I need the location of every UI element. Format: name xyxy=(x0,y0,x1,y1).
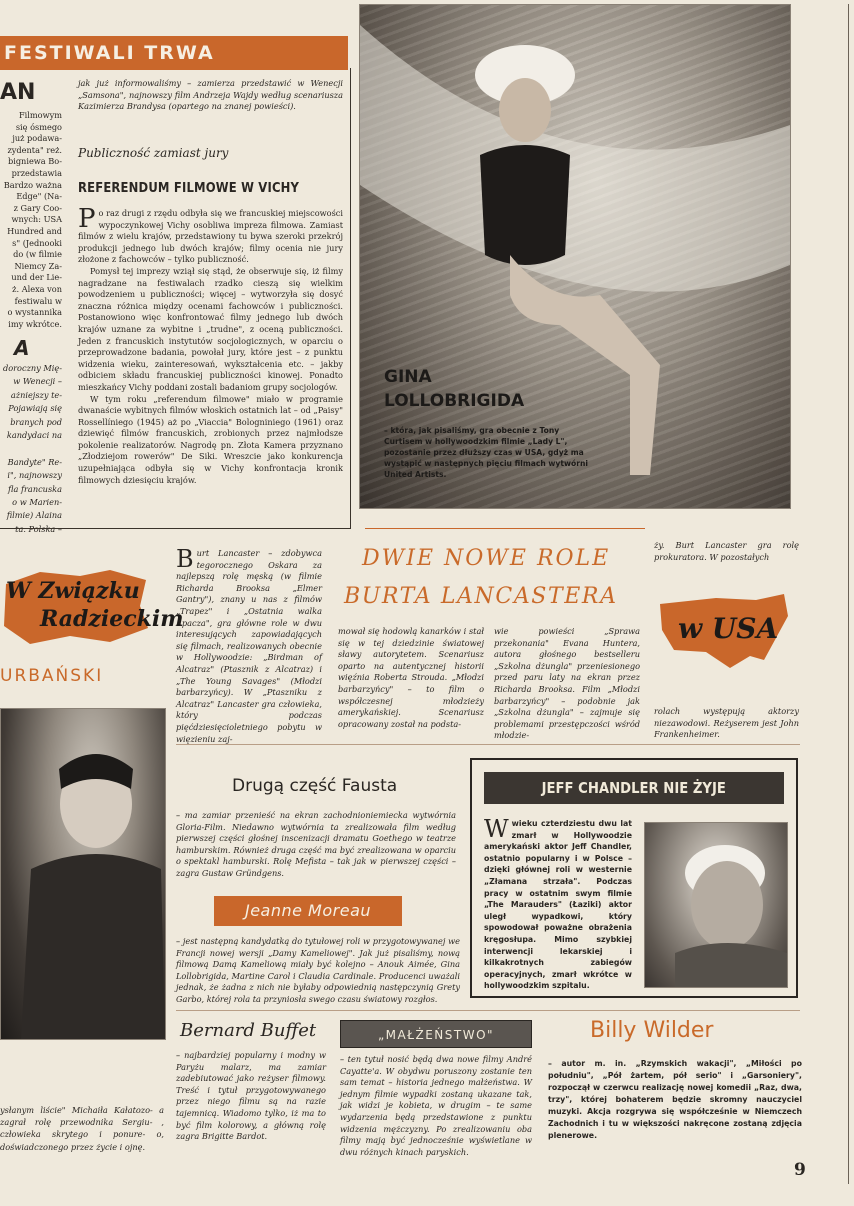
vertical-rule-referendum xyxy=(350,68,351,528)
burt-title-line1: DWIE NOWE ROLE xyxy=(362,546,611,571)
left-column-top-line: Hundred and xyxy=(7,225,62,236)
left-column-mid xyxy=(0,362,62,536)
left-column-mid-line: o w Marien- xyxy=(12,497,62,508)
referendum-body xyxy=(78,204,343,486)
buffet-text: – najbardziej popularny i modny w Paryżu malarz, ma zamiar zadebiutować jako reżyser filmowy. Treść i tytuł przygotowywanego przez niego filmu są na razie tajemnicą. Wiadomo tylko, iż ma to być film kolorowy, a główną rolę zagra Brigitte Bardot. xyxy=(176,1050,326,1142)
chandler-figure-shape xyxy=(645,823,787,987)
chandler-photo xyxy=(644,822,788,988)
left-subhead-a: A xyxy=(14,336,30,360)
left-column-mid-line: i", najnowszy xyxy=(7,470,62,481)
left-column-top-line: się ósmego xyxy=(15,121,62,132)
chandler-dropcap: W xyxy=(484,815,509,843)
left-column-top-line: przedstawia xyxy=(11,167,62,178)
left-column-top-line: Edge" (Na- xyxy=(16,191,62,202)
left-column-top-line: festiwalu w xyxy=(14,295,62,306)
moreau-banner xyxy=(214,896,402,926)
gina-name-line2: LOLLOBRIGIDA xyxy=(384,391,525,411)
left-column-mid-line xyxy=(0,442,62,455)
burt-title-line2: BURTA LANCASTERA xyxy=(344,584,618,609)
left-column-top xyxy=(0,110,62,330)
vertical-rule-right-edge xyxy=(848,4,849,1184)
urbanski-figure-shape xyxy=(1,709,165,1039)
faust-title: Drugą część Fausta xyxy=(232,776,398,796)
left-column-top-line: zydenta" reż. xyxy=(7,144,62,155)
chandler-title: JEFF CHANDLER NIE ŻYJE xyxy=(541,779,727,797)
zwiazek-logo-line1: W Związku xyxy=(6,578,140,604)
wilder-title: Billy Wilder xyxy=(590,1018,714,1043)
left-column-top-line: o wystannika xyxy=(7,307,62,318)
burt-col-1: B urt Lancaster – zdobywca tegorocznego Oskara za najlepszą rolę męską (w filmie Richarda Brooksa „Elmer Gantry"), znany u nas z filmów „Trapez" i „Ostatnia walka Apacza", gra główne role w dwu interesujących zapowiadających się filmach, realizowanych obecnie w Hollywoodzie: „Birdman of Alcatraz" (Ptasznik z Alcatraz) i „The Young Savages" (Młodzi barbarzyńcy). W „Ptaszniku z Alcatraz" Lancaster gra człowieka, który podczas pięćdziesięcioletniego pobytu w więzieniu zaj- xyxy=(176,545,322,744)
faust-text: – ma zamiar przenieść na ekran zachodnioniemiecka wytwórnia Gloria-Film. Niedawno wytwórnia ta zrealizowała film według pierwszej części głośnej inscenizacji dramatu Goethego w teatrze hamburskim. Również druga część ma być zrealizowana w oparciu o spektakl hamburski. Rolę Mefista – tak jak w pierwszej części – zagra Gustaw Gründgens. xyxy=(176,810,456,878)
left-column-mid-line: kandydaci na xyxy=(6,430,62,441)
left-column-mid-line: w Wenecji – xyxy=(13,376,62,387)
left-column-mid-line: Pojawiają się xyxy=(8,403,62,414)
bottom-row-rule xyxy=(176,1010,800,1011)
urbanski-photo xyxy=(0,708,166,1040)
left-column-mid-line: Bandyte" Re- xyxy=(7,456,62,467)
left-column-top-line: und der Lie- xyxy=(11,272,62,283)
festival-banner xyxy=(0,36,348,70)
page-number: 9 xyxy=(794,1160,806,1180)
left-column-mid-line: ażniejszy te- xyxy=(10,389,62,400)
referendum-para-1: P o raz drugi z rzędu odbyła się we francuskiej miejscowości wypoczynkowej Vichy osobliwa impreza filmowa. Zamiast filmów z wielu krajów, przedstawiony tu bywa szeroki przekrój produkcji jednego lub dwóch krajów; filmy ocenia nie jury złożone z fachowców – tylko publiczność. xyxy=(78,204,343,265)
wajda-intro: jak już informowaliśmy – zamierza przedstawić w Wenecji „Samsona", najnowszy film Andrzeja Wajdy według scenariusza Kazimierza Brandysa (opartego na znanej powieści). xyxy=(78,78,343,112)
gina-lollobrigida-photo xyxy=(359,4,791,509)
left-column-mid-line: filmie) Alaina xyxy=(6,510,62,521)
horizontal-rule-top xyxy=(0,528,351,529)
wilder-text: – autor m. in. „Rzymskich wakacji", „Miłości po południu", „Pół żartem, pół serio" i „Garsoniery", rozpoczął w czerwcu realizację nowej komedii „Raz, dwa, trzy", której bohaterem będzie skromny nauczyciel muzyki. Akcja rozgrywa się współcześnie w Niemczech Zachodnich i tu w większości nakręcone zostaną zdjęcia plenerowe. xyxy=(548,1059,802,1140)
left-column-top-line: imy wkrótce. xyxy=(8,318,62,329)
malzenstwo-title: „MAŁŻEŃSTWO" xyxy=(377,1028,495,1042)
burt-bottom-rule xyxy=(176,744,800,745)
referendum-dropcap: P xyxy=(78,204,96,234)
urbanski-name: URBAŃSKI xyxy=(0,666,104,686)
malzenstwo-banner xyxy=(340,1020,532,1048)
burt-col-3: wie powieści „Sprawa przekonania" Evana Huntera, autora głośnego bestselleru „Szkolna dżungla" przeniesionego przed paru laty na ekran przez Richarda Brooksa. Film „Młodzi barbarzyńcy" – podobnie jak „Szkolna dżungla" – zajmuje się problemami przestępczości wśród młodzie- xyxy=(494,626,640,741)
left-column-top-line: s" (Jednooki xyxy=(12,237,62,248)
referendum-subhead: Publiczność zamiast jury xyxy=(78,146,229,160)
buffet-title: Bernard Buffet xyxy=(180,1020,317,1041)
left-column-top-line: bigniewa Bo- xyxy=(7,156,62,167)
burt-dropcap: B xyxy=(176,545,194,573)
festival-banner-text: FESTIWALI TRWA xyxy=(4,42,215,64)
referendum-para-3: W tym roku „referendum filmowe" miało w programie dwanaście wybitnych filmów włoskich ostatnich lat – od „Paisy" Rossellíniego (1945) aż po „Viaccia" Bologniniego (1961) oraz dziewięć filmów francuskich, zrobionych przez najmłodsze pokolenie realizatorów. Nagrodę pn. Złota Kamera przyznano „Złodziejom rowerów" De Siki. Wreszcie jako konkurencja uzupełniająca odbyła się w Vichy konfrontacja kronik filmowych dziesięciu krajów. xyxy=(78,393,343,485)
left-subhead-an: AN xyxy=(0,80,36,105)
zwiazek-logo-line2: Radzieckim xyxy=(40,606,184,632)
left-column-top-line: wnych: USA xyxy=(11,214,62,225)
burt-col-4-top: ży. Burt Lancaster gra rolę prokuratora. W pozostałych xyxy=(654,540,799,562)
gina-caption: – która, jak pisaliśmy, gra obecnie z Tony Curtisem w hollywoodzkim filmie „Lady L", pozostanie przez dłuższy czas w USA, gdyż ma wystąpić w następnych pięciu filmach wytwórni United Artists. xyxy=(384,426,589,479)
left-column-mid-line: doroczny Mię- xyxy=(2,363,62,373)
burt-col-4-bottom: rolach występują aktorzy niezawodowi. Reżyserem jest John Frankenheimer. xyxy=(654,706,799,740)
left-column-top-line: do (w filmie xyxy=(13,249,62,260)
gina-name-line1: GINA xyxy=(384,367,432,387)
left-column-top-line: już podawa- xyxy=(12,133,62,144)
malzenstwo-text: – ten tytuł nosić będą dwa nowe filmy André Cayatte'a. W obydwu poruszony zostanie ten sam temat – historia jednego małżeństwa. W jednym filmie wypadki zostaną ukazane tak, jak widzi je kobieta, w drugim – te same wydarzenia będą przedstawione z punktu widzenia mężczyzny. Po zrealizowaniu oba filmy mają być jednocześnie wyświetlane w dwu różnych kinach paryskich. xyxy=(340,1054,532,1157)
usa-logo-text: w USA xyxy=(678,612,779,645)
moreau-title: Jeanne Moreau xyxy=(244,901,372,920)
referendum-headline: REFERENDUM FILMOWE W VICHY xyxy=(78,180,300,196)
left-column-mid-line: branych pod xyxy=(10,416,62,427)
left-column-top-line: Bardzo ważna xyxy=(3,179,62,190)
moreau-text: – jest następną kandydatką do tytułowej roli w przygotowywanej we Francji nowej wersji „Damy Kameliowej". Jak już pisaliśmy, nową filmową Damą Kameliową miały być kolejno – Anouk Aimée, Gina Lollobrigida, Martine Carol i Claudia Cardinale. Producenci uważali jednak, że żadna z nich nie byłaby odpowiednią następczynią Grety Garbo, której rola ta przyniosła swego czasu światowy rozgłos. xyxy=(176,936,460,1004)
usa-logo xyxy=(656,590,792,674)
left-column-mid-line xyxy=(0,523,62,536)
left-column-top-line: z Gary Coo- xyxy=(13,202,62,213)
left-column-top-line: Filmowym xyxy=(18,110,62,120)
chandler-text: W wieku czterdziestu dwu lat zmarł w Hollywoodzie amerykański aktor Jeff Chandler, ostatnio popularny i w Polsce – dzięki głównej roli w westernie „Złamana strzała". Podczas pracy w ostatnim swym filmie „The Marauders" (Łaziki) aktor uległ wypadkowi, który spowodował poważne obrażenia kręgosłupa. Mimo szybkiej interwencji lekarskiej i kilkakrotnych zabiegów operacyjnych, zmarł wkrótce w hollywoodzkim szpitalu. xyxy=(484,815,632,991)
urbanski-bottom-text: ysłanym liście" Michaiła Kałatozo- a zagrał rolę przewodnika Sergiu- , człowieka skrytego i ponure- o, doświadczonego przez życie i ojnę. xyxy=(0,1105,164,1152)
burt-top-rule xyxy=(365,528,645,529)
left-column-top-line: ż. Alexa von xyxy=(12,283,62,294)
left-column-mid-line: fla francuska xyxy=(8,483,62,494)
referendum-para-2: Pomysł tej imprezy wziął się stąd, że obserwuje się, iż filmy nagradzane na festiwalach rzadko cieszą się wielkim powodzeniem u publiczności; więcej – wytworzyła się dosyć znaczna różnica między ocenami fachowców i publiczności. Postanowiono więc konfrontować filmy jednego lub dwóch krajów uznane za wybitne i „trudne", z oceną publiczności. Jeden z francuskich instytutów socjologicznych, w oparciu o przeprowadzone badania, powołał jury, które jest – z punktu widzenia wieku, zainteresowań, wykształcenia etc. – jakby odbiciem składu francuskiej publiczności kinowej. Ponadto mieszkańcy Vichy poddani zostali badaniom grupy socjologów. xyxy=(78,265,343,392)
left-column-top-line: Niemcy Za- xyxy=(14,260,62,271)
zwiazek-logo xyxy=(0,566,184,648)
chandler-banner xyxy=(484,772,784,804)
burt-col-2: mował się hodowlą kanarków i stał się w tej dziedzinie światowej sławy autorytetem. Scenariusz oparto na autentycznej historii więźnia Roberta Strouda. „Młodzi barbarzyńcy" – to film o współczesnej młodzieży amerykańskiej. Scenariusz opracowany został na podsta- xyxy=(338,626,484,729)
